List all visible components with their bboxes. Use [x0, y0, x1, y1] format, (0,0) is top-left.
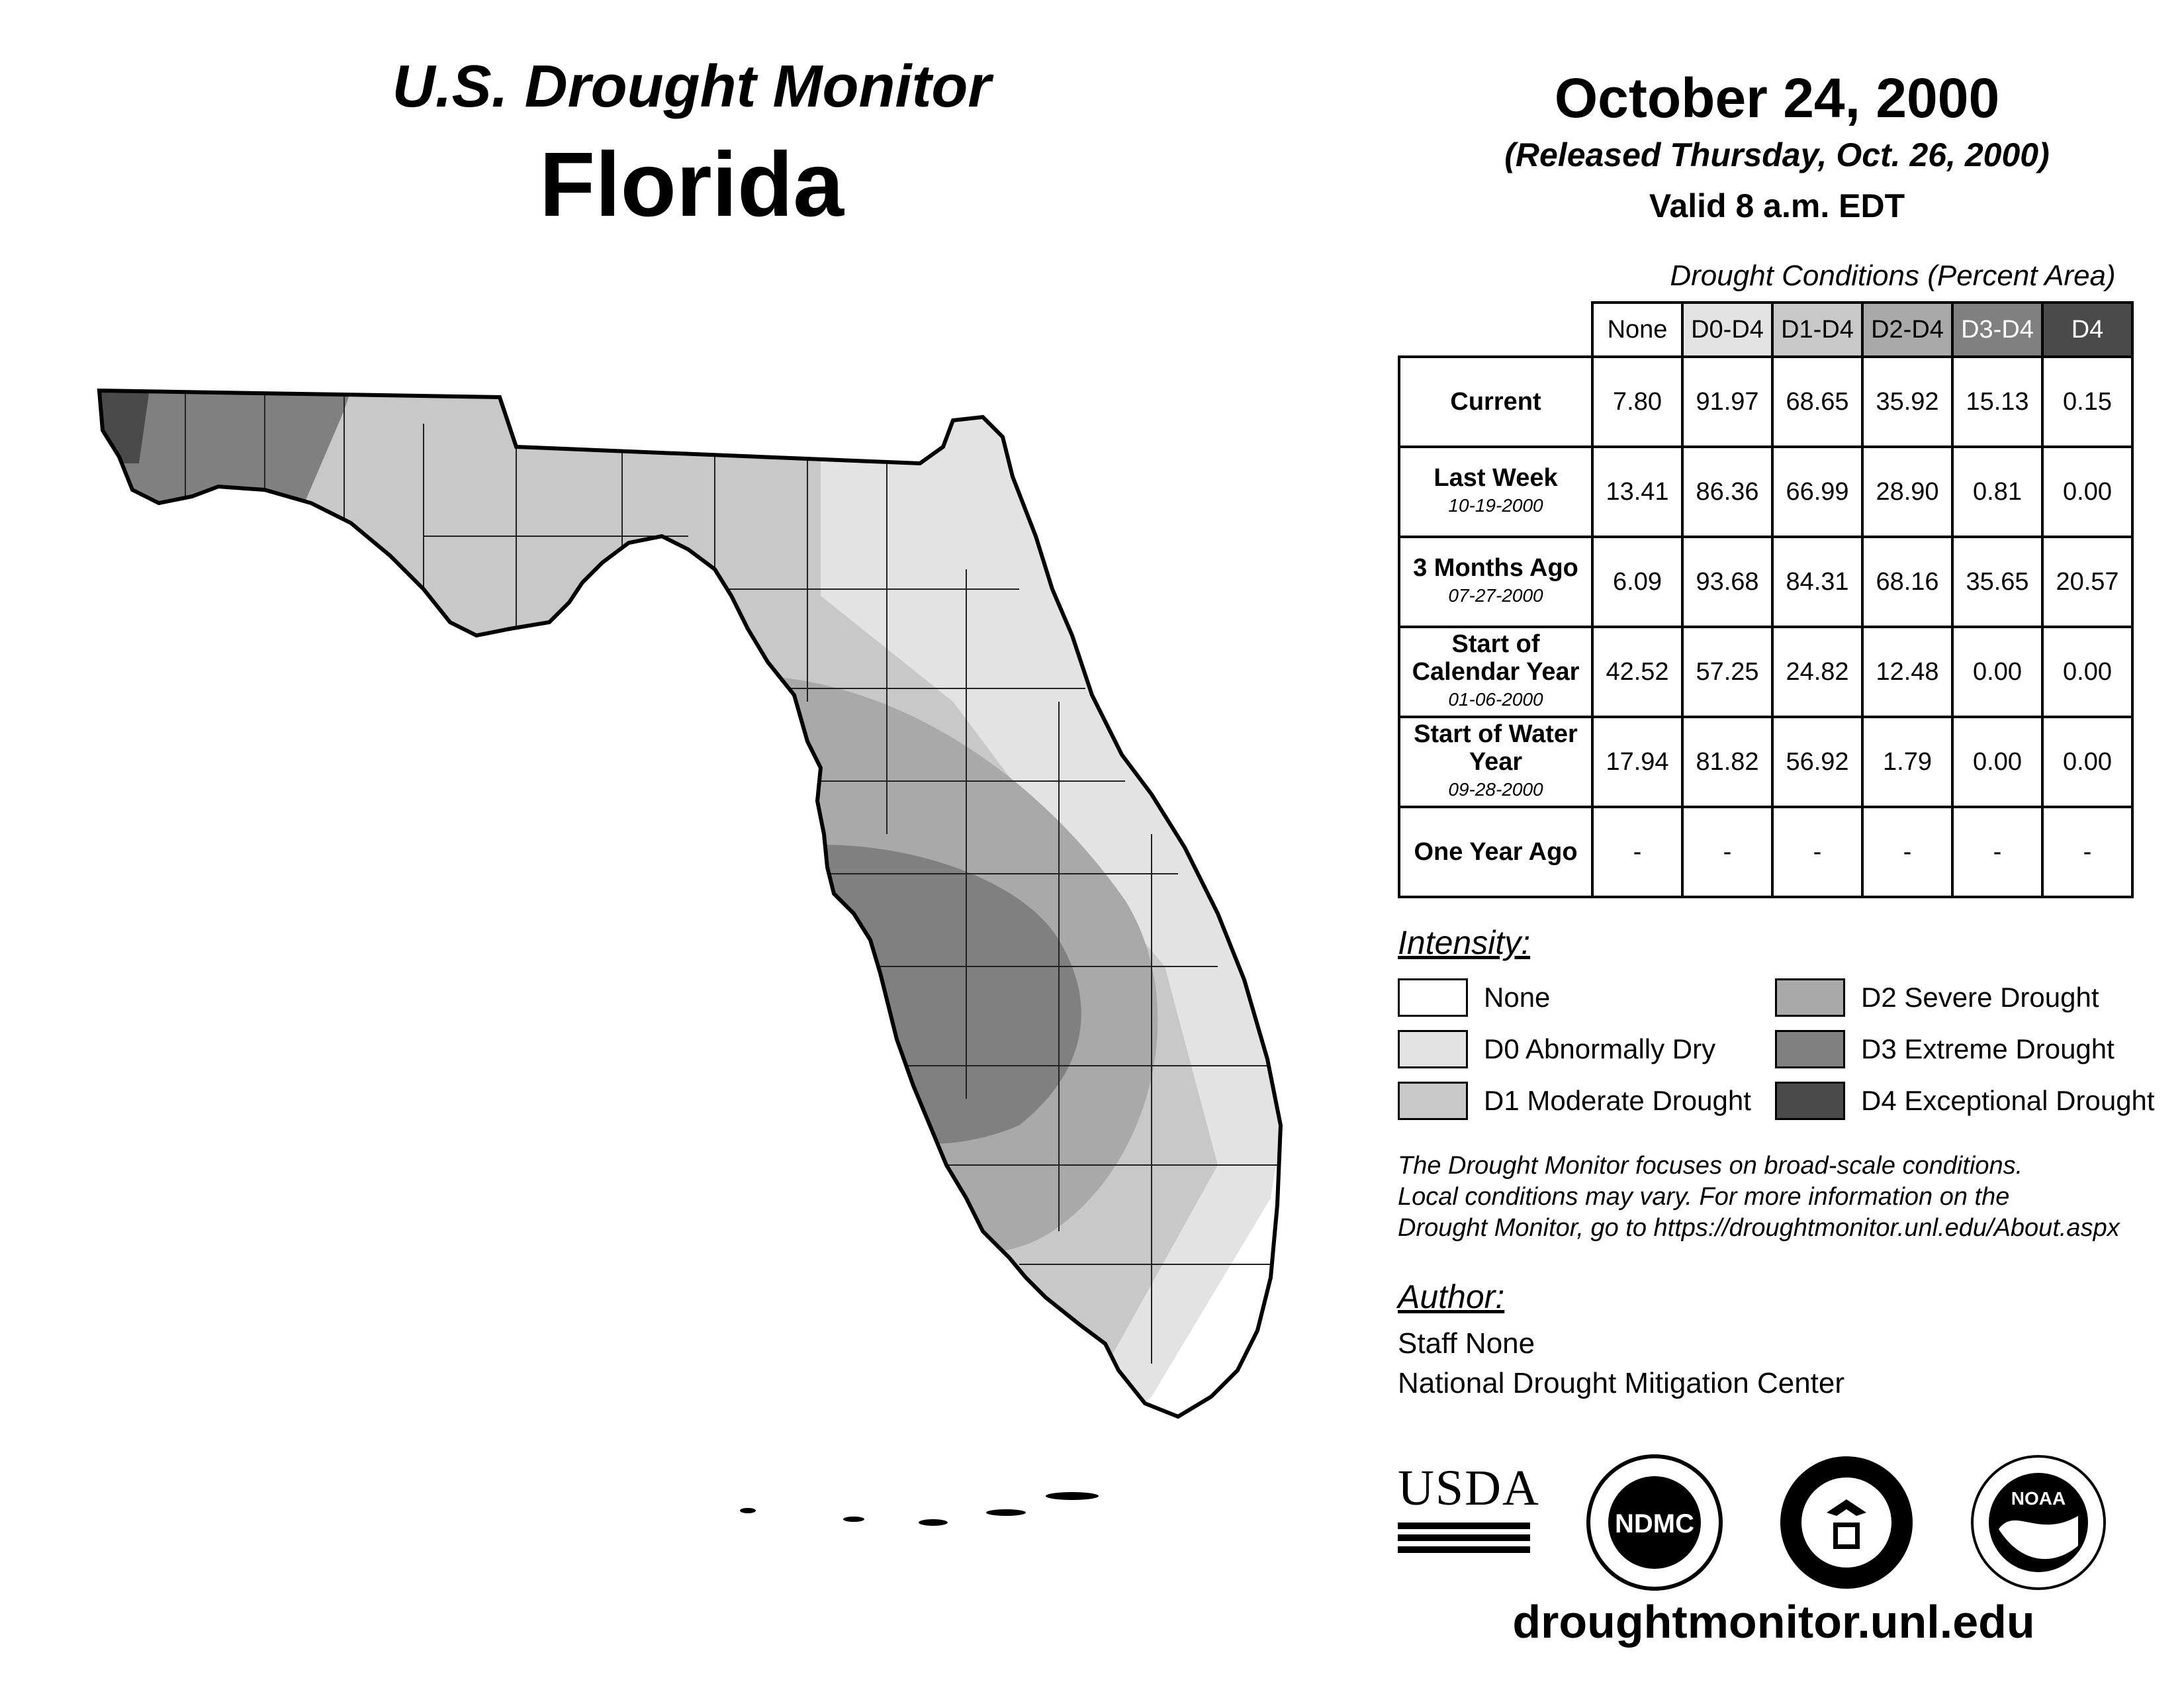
- table-cell: 0.81: [1952, 447, 2042, 537]
- table-cell: 20.57: [2042, 537, 2132, 627]
- col-header-d4: D4: [2042, 303, 2132, 357]
- legend-swatch: [1398, 978, 1468, 1017]
- row-label: [1399, 357, 1592, 447]
- legend-item-d4: [1775, 1082, 2155, 1120]
- table-cell: -: [1862, 807, 1952, 897]
- row-date: 01-06-2000: [1448, 689, 1543, 710]
- legend-item-d2: [1775, 978, 2099, 1017]
- legend-item-none: [1398, 978, 1550, 1017]
- legend-label: D3 Extreme Drought: [1861, 1033, 2115, 1064]
- map-date: October 24, 2000: [1554, 67, 2000, 129]
- note-line: The Drought Monitor focuses on broad-scale conditions.: [1398, 1152, 2023, 1180]
- col-header-d3-d4: D3-D4: [1952, 303, 2042, 357]
- table-cell: 0.00: [2042, 447, 2132, 537]
- noaa-logo-text: NOAA: [2011, 1488, 2066, 1509]
- row-label: [1399, 537, 1592, 627]
- row-date: 07-27-2000: [1448, 585, 1543, 606]
- table-cell: 84.31: [1772, 537, 1862, 627]
- row-label-text: Start of Water Year: [1414, 720, 1578, 776]
- noaa-logo: [1969, 1453, 2108, 1592]
- row-label: [1399, 717, 1592, 807]
- table-cell: -: [1682, 807, 1772, 897]
- table-cell: 0.15: [2042, 357, 2132, 447]
- florida-drought-map: [93, 371, 1310, 1549]
- legend-item-d3: [1775, 1030, 2115, 1068]
- drought-conditions-table: [1398, 301, 2134, 898]
- legend-label: D4 Exceptional Drought: [1861, 1085, 2155, 1116]
- table-cell: 15.13: [1952, 357, 2042, 447]
- table-cell: 17.94: [1592, 717, 1682, 807]
- row-label: [1399, 627, 1592, 717]
- table-cell: 68.16: [1862, 537, 1952, 627]
- legend-label: D2 Severe Drought: [1861, 982, 2099, 1013]
- table-cell: 0.00: [1952, 717, 2042, 807]
- table-row: [1399, 627, 2132, 717]
- table-cell: 93.68: [1682, 537, 1772, 627]
- legend-item-d0: [1398, 1030, 1715, 1068]
- table-cell: -: [1772, 807, 1862, 897]
- col-header-d0-d4: D0-D4: [1682, 303, 1772, 357]
- legend-item-d1: [1398, 1082, 1751, 1120]
- ndmc-logo-text: NDMC: [1615, 1509, 1694, 1538]
- table-cell: 91.97: [1682, 357, 1772, 447]
- table-cell: -: [1952, 807, 2042, 897]
- table-row: [1399, 447, 2132, 537]
- table-row: [1399, 537, 2132, 627]
- col-header-d1-d4: D1-D4: [1772, 303, 1862, 357]
- commerce-seal-logo: [1777, 1453, 1916, 1592]
- note-line: Drought Monitor, go to https://droughtmonitor.unl.edu/About.aspx: [1398, 1214, 2120, 1242]
- col-header-none: None: [1592, 303, 1682, 357]
- table-cell: 1.79: [1862, 717, 1952, 807]
- legend-swatch: [1775, 978, 1845, 1017]
- release-date: (Released Thursday, Oct. 26, 2000): [1504, 136, 2050, 173]
- table-corner: [1399, 303, 1592, 357]
- table-row: [1399, 717, 2132, 807]
- col-header-d2-d4: D2-D4: [1862, 303, 1952, 357]
- table-header-row: [1399, 303, 2132, 357]
- table-cell: -: [2042, 807, 2132, 897]
- legend-title: Intensity:: [1398, 924, 1531, 961]
- author-heading: Author:: [1398, 1278, 1505, 1315]
- author-name: Staff None: [1398, 1327, 1535, 1360]
- table-cell: 35.65: [1952, 537, 2042, 627]
- row-date: 09-28-2000: [1448, 779, 1543, 800]
- florida-keys: [740, 1492, 1099, 1526]
- table-cell: 12.48: [1862, 627, 1952, 717]
- map-subtitle: U.S. Drought Monitor: [392, 54, 991, 120]
- valid-time: Valid 8 a.m. EDT: [1649, 187, 1905, 224]
- disclaimer-note: [1398, 1150, 2120, 1244]
- legend-swatch: [1398, 1082, 1468, 1120]
- map-title: Florida: [539, 134, 844, 236]
- row-label-text: Last Week: [1433, 464, 1558, 492]
- table-row: [1399, 807, 2132, 897]
- table-cell: -: [1592, 807, 1682, 897]
- table-cell: 86.36: [1682, 447, 1772, 537]
- legend-swatch: [1775, 1082, 1845, 1120]
- legend-label: None: [1484, 982, 1551, 1013]
- row-date: 10-19-2000: [1448, 495, 1543, 516]
- footer-url[interactable]: droughtmonitor.unl.edu: [1512, 1596, 2035, 1648]
- table-cell: 7.80: [1592, 357, 1682, 447]
- table-cell: 24.82: [1772, 627, 1862, 717]
- note-line: Local conditions may vary. For more information on the: [1398, 1183, 2010, 1211]
- table-cell: 42.52: [1592, 627, 1682, 717]
- row-label-text: 3 Months Ago: [1413, 554, 1578, 582]
- table-cell: 66.99: [1772, 447, 1862, 537]
- table-cell: 56.92: [1772, 717, 1862, 807]
- table-row: [1399, 357, 2132, 447]
- legend-swatch: [1398, 1030, 1468, 1068]
- usda-logo: [1398, 1460, 1540, 1562]
- table-cell: 68.65: [1772, 357, 1862, 447]
- table-cell: 0.00: [2042, 717, 2132, 807]
- ndmc-logo: [1585, 1453, 1724, 1592]
- row-label-text: Current: [1450, 388, 1541, 416]
- table-cell: 57.25: [1682, 627, 1772, 717]
- table-cell: 6.09: [1592, 537, 1682, 627]
- table-cell: 81.82: [1682, 717, 1772, 807]
- usda-logo-text: USDA: [1398, 1460, 1540, 1516]
- author-organization: National Drought Mitigation Center: [1398, 1367, 1845, 1399]
- legend-label: D1 Moderate Drought: [1484, 1085, 1751, 1116]
- row-label: [1399, 807, 1592, 897]
- legend-label: D0 Abnormally Dry: [1484, 1033, 1716, 1064]
- table-caption: Drought Conditions (Percent Area): [1670, 259, 2116, 292]
- table-cell: 28.90: [1862, 447, 1952, 537]
- row-label-text: Start of Calendar Year: [1412, 630, 1580, 686]
- legend-swatch: [1775, 1030, 1845, 1068]
- table-cell: 35.92: [1862, 357, 1952, 447]
- table-cell: 0.00: [1952, 627, 2042, 717]
- table-cell: 13.41: [1592, 447, 1682, 537]
- row-label: [1399, 447, 1592, 537]
- table-cell: 0.00: [2042, 627, 2132, 717]
- row-label-text: One Year Ago: [1414, 838, 1578, 866]
